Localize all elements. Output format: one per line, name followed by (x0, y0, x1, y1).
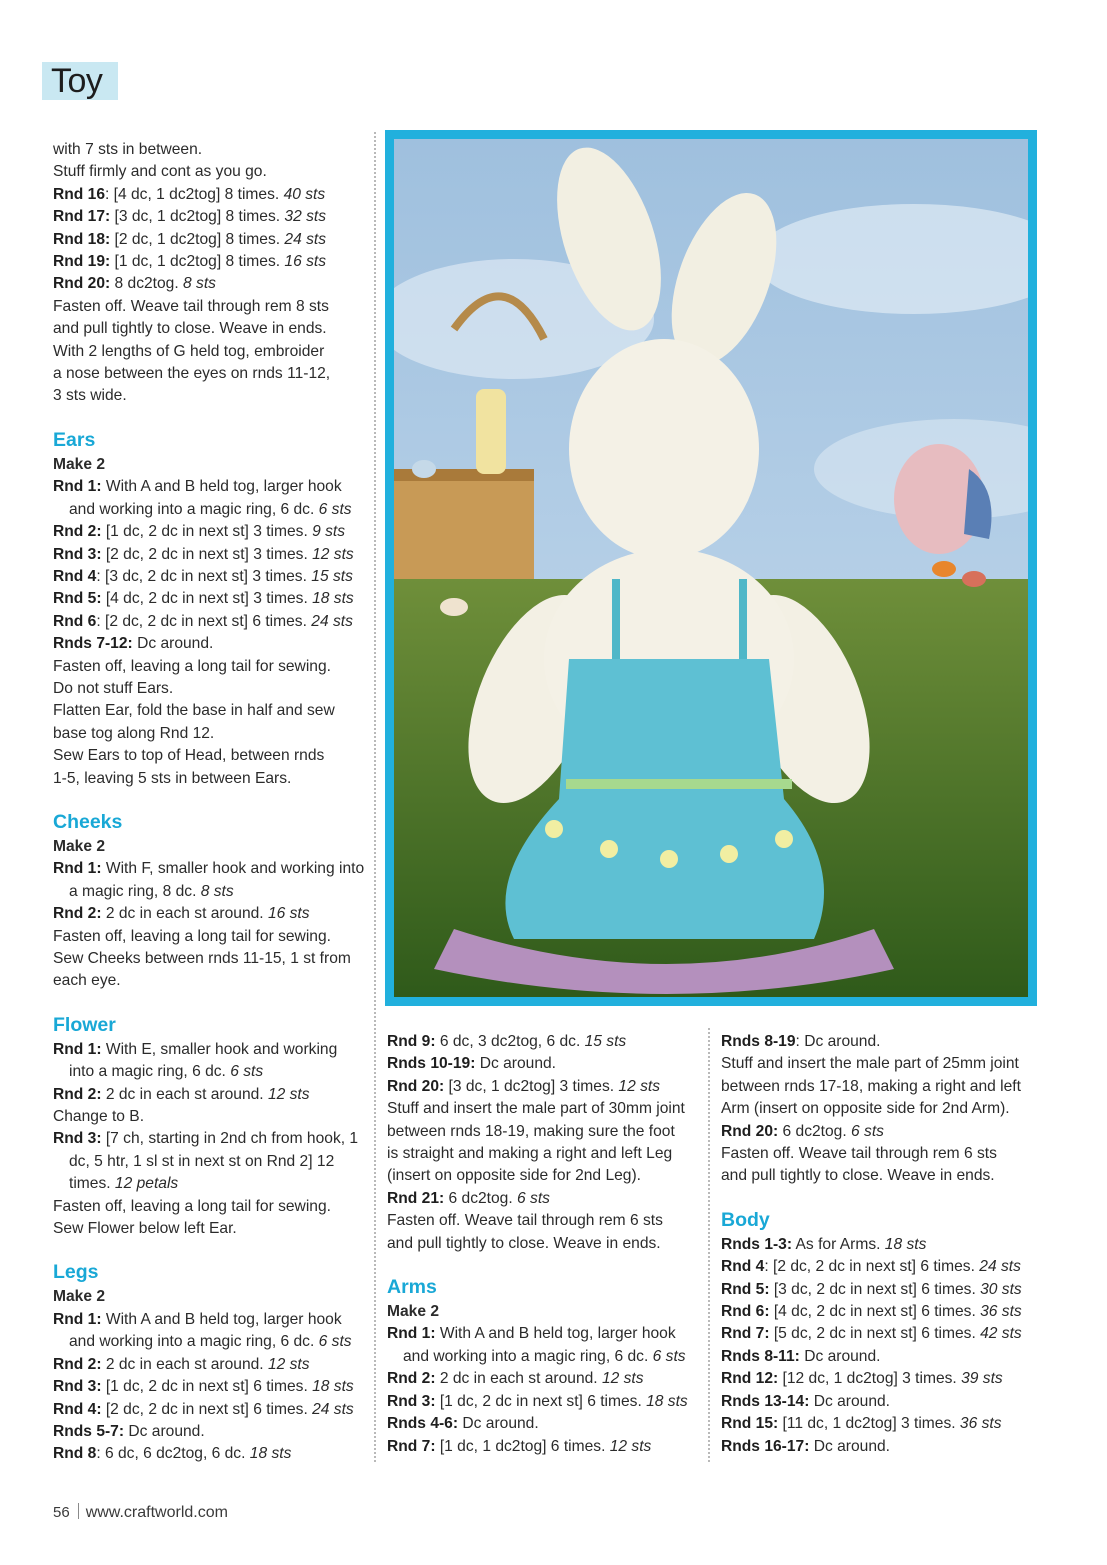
text-line: is straight and making a right and left Leg (387, 1145, 673, 1163)
text-line: Sew Ears to top of Head, between rnds (53, 747, 325, 765)
round-line: Rnd 1: With A and B held tog, larger hook and working into a magic ring, 6 dc. 6 sts (53, 478, 352, 518)
photo-image (394, 139, 1028, 997)
text-line: between rnds 17-18, making a right and left (721, 1077, 1021, 1095)
round-line: Rnd 2: 2 dc in each st around. 12 sts (53, 1355, 310, 1373)
page-number: 56 (53, 1504, 70, 1521)
bunny-photo (385, 130, 1037, 1006)
text-line: a nose between the eyes on rnds 11-12, (53, 365, 331, 383)
head-rounds (53, 184, 365, 296)
round-line: Rnd 20: [3 dc, 1 dc2tog] 3 times. 12 sts (387, 1077, 661, 1095)
website-link[interactable]: www.craftworld.com (85, 1504, 228, 1521)
make-count: Make 2 (53, 1288, 106, 1306)
spacer (53, 993, 365, 1011)
text-line: with 7 sts in between. (53, 141, 203, 158)
text-line: (insert on opposite side for 2nd Leg). (387, 1167, 641, 1185)
heading-legs: Legs (53, 1261, 99, 1284)
text-line: Fasten off, leaving a long tail for sewing. (53, 1197, 331, 1215)
round-line: Rnd 1: With E, smaller hook and working into a magic ring, 6 dc. 6 sts (53, 1040, 338, 1081)
text-line: Fasten off, leaving a long tail for sewing. (53, 657, 331, 675)
round-line: Rnd 3: [7 ch, starting in 2nd ch from hook, 1 dc, 5 htr, 1 sl st in next st on Rnd 2] 12 times. 12 petals (53, 1130, 359, 1193)
spacer (53, 1240, 365, 1258)
round-line: Rnd 3: [1 dc, 2 dc in next st] 6 times. 18 sts (53, 1378, 354, 1396)
round-line: Rnd 3: [2 dc, 2 dc in next st] 3 times. 12 sts (53, 545, 354, 563)
round-line: Rnd 3: [1 dc, 2 dc in next st] 6 times. 18 sts (387, 1392, 688, 1410)
round-line: Rnd 2: 2 dc in each st around. 16 sts (53, 905, 310, 923)
round-line: Rnds 7-12: Dc around. (53, 635, 214, 653)
round-line: Rnd 4: [3 dc, 2 dc in next st] 3 times. 15 sts (53, 567, 353, 585)
spacer (53, 408, 365, 426)
round-line: Rnds 4-6: Dc around. (387, 1415, 539, 1433)
heading-body: Body (721, 1208, 770, 1231)
heading-arms: Arms (387, 1276, 437, 1299)
round-line: Rnds 8-11: Dc around. (721, 1347, 881, 1365)
round-line: Rnd 19: [1 dc, 1 dc2tog] 8 times. 16 sts (53, 253, 327, 271)
round-line: Rnds 16-17: Dc around. (721, 1437, 891, 1455)
footer-divider (78, 1503, 79, 1519)
column-right (721, 1031, 1033, 1458)
round-line: Rnd 17: [3 dc, 1 dc2tog] 8 times. 32 sts (53, 208, 327, 226)
round-line: Rnd 16: [4 dc, 1 dc2tog] 8 times. 40 sts (53, 185, 326, 203)
round-line: Rnd 7: [1 dc, 1 dc2tog] 6 times. 12 sts (387, 1437, 652, 1455)
bunny-illustration (394, 139, 1028, 997)
column-divider (708, 1028, 710, 1462)
round-line: Rnd 5: [4 dc, 2 dc in next st] 3 times. 18 sts (53, 590, 354, 608)
text-line: 3 sts wide. (53, 387, 127, 405)
text-line: base tog along Rnd 12. (53, 724, 215, 742)
round-line: Rnd 6: [4 dc, 2 dc in next st] 6 times. 36 sts (721, 1303, 1022, 1321)
round-line: Rnd 20: 8 dc2tog. 8 sts (53, 275, 216, 293)
column-divider (374, 132, 376, 1462)
round-line: Rnd 1: With A and B held tog, larger hook and working into a magic ring, 6 dc. 6 sts (53, 1310, 352, 1351)
text-line: Stuff firmly and cont as you go. (53, 163, 267, 181)
round-line: Rnd 1: With A and B held tog, larger hook and working into a magic ring, 6 dc. 6 sts (387, 1325, 686, 1365)
round-line: Rnds 5-7: Dc around. (53, 1422, 205, 1440)
text-line: Fasten off, leaving a long tail for sewing. (53, 927, 331, 945)
text-line: Arm (insert on opposite side for 2nd Arm). (721, 1100, 1010, 1118)
make-count: Make 2 (53, 455, 106, 473)
column-left (53, 139, 365, 1466)
text-line: Sew Flower below left Ear. (53, 1220, 237, 1238)
round-line: Rnd 20: 6 dc2tog. 6 sts (721, 1122, 884, 1140)
round-line: Rnds 13-14: Dc around. (721, 1392, 891, 1410)
round-line: Rnd 4: [2 dc, 2 dc in next st] 6 times. 24 sts (53, 1400, 354, 1418)
text-line: Flatten Ear, fold the base in half and sew (53, 702, 335, 720)
heading-cheeks: Cheeks (53, 810, 123, 833)
page-footer (53, 1503, 228, 1522)
text-line: 1-5, leaving 5 sts in between Ears. (53, 769, 292, 787)
text-line: With 2 lengths of G held tog, embroider (53, 342, 325, 360)
round-line: Rnd 8: 6 dc, 6 dc2tog, 6 dc. 18 sts (53, 1445, 292, 1463)
round-line: Rnd 4: [2 dc, 2 dc in next st] 6 times. 24 sts (721, 1258, 1021, 1276)
text-line: between rnds 18-19, making sure the foot (387, 1122, 675, 1140)
text-line: Stuff and insert the male part of 30mm joint (387, 1100, 685, 1118)
round-line: Rnd 21: 6 dc2tog. 6 sts (387, 1189, 550, 1207)
text-line: and pull tightly to close. Weave in ends. (53, 320, 327, 338)
round-line: Rnd 12: [12 dc, 1 dc2tog] 3 times. 39 sts (721, 1370, 1003, 1388)
round-line: Rnds 8-19: Dc around. (721, 1033, 881, 1050)
make-count: Make 2 (387, 1303, 440, 1321)
round-line: Rnds 1-3: As for Arms. 18 sts (721, 1235, 927, 1253)
round-line: Rnd 1: With F, smaller hook and working into a magic ring, 8 dc. 8 sts (53, 860, 365, 900)
make-count: Make 2 (53, 837, 106, 855)
text-line: and pull tightly to close. Weave in ends. (721, 1167, 995, 1185)
spacer (387, 1255, 699, 1273)
round-line: Rnd 18: [2 dc, 1 dc2tog] 8 times. 24 sts (53, 230, 327, 248)
round-line: Rnds 10-19: Dc around. (387, 1055, 557, 1073)
column-middle (387, 1031, 699, 1458)
round-line: Rnd 6: [2 dc, 2 dc in next st] 6 times. 24 sts (53, 612, 353, 630)
round-line: Rnd 7: [5 dc, 2 dc in next st] 6 times. 42 sts (721, 1325, 1022, 1343)
text-line: each eye. (53, 972, 121, 990)
text-line: Do not stuff Ears. (53, 679, 174, 697)
round-line: Rnd 15: [11 dc, 1 dc2tog] 3 times. 36 sts (721, 1415, 1002, 1433)
section-tab: Toy (42, 62, 118, 100)
round-line: Rnd 2: 2 dc in each st around. 12 sts (387, 1370, 644, 1388)
text-line: Fasten off. Weave tail through rem 6 sts (387, 1212, 663, 1230)
heading-ears: Ears (53, 428, 96, 451)
round-line: Rnd 2: 2 dc in each st around. 12 sts (53, 1085, 310, 1103)
round-line: Rnd 9: 6 dc, 3 dc2tog, 6 dc. 15 sts (387, 1033, 627, 1050)
heading-flower: Flower (53, 1013, 116, 1036)
text-line: Sew Cheeks between rnds 11-15, 1 st from (53, 950, 351, 967)
text-line: Fasten off. Weave tail through rem 8 sts (53, 297, 329, 315)
round-line: Rnd 5: [3 dc, 2 dc in next st] 6 times. 30 sts (721, 1280, 1022, 1298)
text-line: Change to B. (53, 1108, 145, 1126)
text-line: and pull tightly to close. Weave in ends. (387, 1234, 661, 1252)
round-line: Rnd 2: [1 dc, 2 dc in next st] 3 times. 9 sts (53, 523, 346, 541)
spacer (721, 1188, 1033, 1206)
text-line: Fasten off. Weave tail through rem 6 sts (721, 1145, 997, 1163)
spacer (53, 790, 365, 808)
text-line: Stuff and insert the male part of 25mm joint (721, 1055, 1019, 1073)
